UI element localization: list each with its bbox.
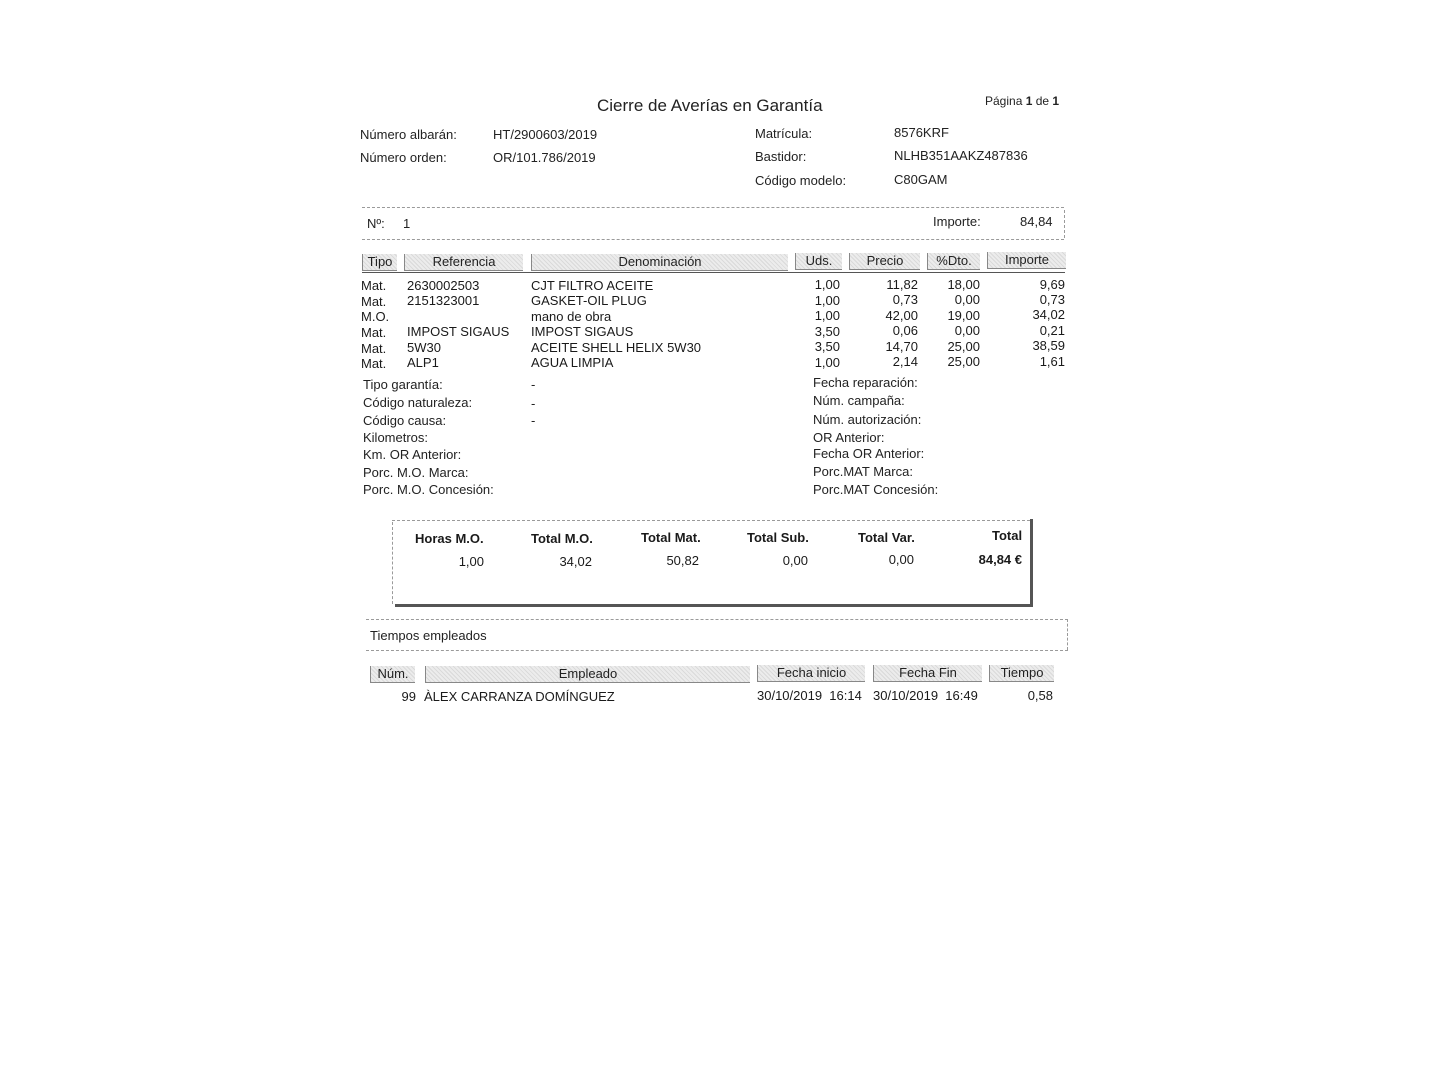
codigo-causa-label: Código causa: — [363, 413, 447, 428]
cell-dto: 25,00 — [947, 354, 980, 369]
cell-uds: 1,00 — [814, 293, 840, 308]
cell-dto: 0,00 — [954, 323, 980, 338]
page-indicator — [985, 94, 1059, 108]
orden-label: Número orden: — [360, 150, 447, 165]
cell-den: CJT FILTRO ACEITE — [531, 278, 654, 293]
cell-precio: 11,82 — [886, 277, 918, 292]
entry-num-label: Nº: — [367, 216, 385, 231]
times-cell-empleado: ÀLEX CARRANZA DOMÍNGUEZ — [424, 689, 615, 704]
cell-den: IMPOST SIGAUS — [531, 324, 634, 339]
cell-uds: 1,00 — [814, 355, 840, 370]
totals-box-left — [392, 522, 393, 604]
times-header-tiempo: Tiempo — [989, 665, 1054, 682]
albaran-label: Número albarán: — [360, 127, 457, 142]
items-header-rule — [362, 272, 1065, 273]
page-total: 1 — [1052, 94, 1060, 108]
cell-uds: 1,00 — [814, 277, 840, 292]
total-mat-label: Total Mat. — [641, 530, 701, 545]
cell-ref: 2630002503 — [407, 278, 480, 293]
items-header-dto: %Dto. — [927, 253, 980, 270]
albaran-value: HT/2900603/2019 — [493, 127, 598, 142]
cell-importe: 1,61 — [1039, 354, 1065, 369]
cell-den: GASKET-OIL PLUG — [531, 293, 647, 308]
cell-uds: 3,50 — [814, 339, 840, 354]
fecha-reparacion-label: Fecha reparación: — [813, 375, 918, 390]
cell-uds: 1,00 — [814, 308, 840, 323]
cell-den: mano de obra — [531, 309, 612, 324]
cell-importe: 34,02 — [1032, 307, 1065, 322]
times-box-bottom — [366, 650, 1068, 651]
bastidor-value: NLHB351AAKZ487836 — [894, 148, 1028, 163]
total-mo-value: 34,02 — [559, 554, 592, 569]
times-box-top — [366, 619, 1068, 620]
totals-box-right — [1030, 519, 1033, 606]
entry-box-top — [362, 207, 1064, 208]
times-header-fecha-fin: Fecha Fin — [873, 665, 982, 682]
cell-tipo: Mat. — [361, 356, 387, 371]
km-or-anterior-label: Km. OR Anterior: — [363, 447, 462, 462]
entry-box-bottom — [362, 239, 1064, 240]
entry-importe-value: 84,84 — [1020, 214, 1053, 229]
totals-box-bottom — [395, 604, 1033, 607]
total-sub-label: Total Sub. — [747, 530, 809, 545]
codigo-naturaleza-label: Código naturaleza: — [363, 395, 473, 410]
times-cell-fin: 30/10/2019 16:49 — [873, 688, 978, 703]
times-box-right — [1067, 619, 1068, 650]
cell-dto: 19,00 — [947, 308, 980, 323]
porc-mo-concesion-label: Porc. M.O. Concesión: — [363, 482, 494, 497]
cell-precio: 42,00 — [885, 308, 918, 323]
cell-precio: 0,73 — [892, 292, 918, 307]
total-sub-value: 0,00 — [782, 553, 808, 568]
page-prefix: Página — [985, 94, 1026, 108]
porc-mat-marca-label: Porc.MAT Marca: — [813, 464, 913, 479]
items-header-precio: Precio — [849, 253, 920, 270]
tipo-garantia-value: - — [531, 377, 536, 392]
total-value: 84,84 € — [978, 552, 1022, 567]
porc-mat-concesion-label: Porc.MAT Concesión: — [813, 482, 939, 497]
codigo-naturaleza-value: - — [531, 396, 536, 411]
modelo-label: Código modelo: — [755, 173, 847, 188]
cell-precio: 2,14 — [892, 354, 918, 369]
times-header-fecha-inicio: Fecha inicio — [757, 665, 865, 682]
horas-mo-label: Horas M.O. — [415, 531, 484, 546]
times-header-empleado: Empleado — [425, 666, 750, 683]
cell-precio: 14,70 — [885, 339, 918, 354]
or-anterior-label: OR Anterior: — [813, 430, 885, 445]
cell-uds: 3,50 — [814, 324, 840, 339]
cell-tipo: M.O. — [361, 309, 390, 324]
cell-ref: 5W30 — [407, 340, 441, 355]
times-cell-num: 99 — [401, 689, 416, 704]
cell-dto: 18,00 — [947, 277, 980, 292]
cell-importe: 38,59 — [1032, 338, 1065, 353]
times-section-title: Tiempos empleados — [370, 628, 487, 643]
cell-importe: 9,69 — [1039, 277, 1065, 292]
times-cell-inicio: 30/10/2019 16:14 — [757, 688, 862, 703]
porc-mo-marca-label: Porc. M.O. Marca: — [363, 465, 469, 480]
cell-importe: 0,21 — [1039, 323, 1065, 338]
entry-importe-label: Importe: — [933, 214, 981, 229]
cell-ref: IMPOST SIGAUS — [407, 324, 510, 339]
cell-den: AGUA LIMPIA — [531, 355, 614, 370]
tipo-garantia-label: Tipo garantía: — [363, 377, 443, 392]
entry-num-value: 1 — [403, 216, 411, 231]
entry-box-right — [1064, 210, 1065, 238]
document-title: Cierre de Averías en Garantía — [597, 96, 823, 115]
horas-mo-value: 1,00 — [458, 554, 484, 569]
totals-box-top — [392, 520, 1030, 521]
matricula-value: 8576KRF — [894, 125, 949, 140]
items-header-importe: Importe — [987, 252, 1066, 269]
cell-tipo: Mat. — [361, 325, 387, 340]
codigo-causa-value: - — [531, 413, 536, 428]
total-var-label: Total Var. — [858, 530, 915, 545]
cell-precio: 0,06 — [892, 323, 918, 338]
cell-tipo: Mat. — [361, 278, 387, 293]
cell-ref: ALP1 — [407, 355, 439, 370]
fecha-or-anterior-label: Fecha OR Anterior: — [813, 446, 925, 461]
page-current: 1 — [1025, 94, 1033, 108]
modelo-value: C80GAM — [894, 172, 948, 187]
times-header-num: Núm. — [370, 666, 415, 683]
num-campana-label: Núm. campaña: — [813, 393, 905, 408]
matricula-label: Matrícula: — [755, 126, 813, 141]
cell-dto: 25,00 — [947, 339, 980, 354]
page-sep: de — [1032, 94, 1053, 108]
items-header-referencia: Referencia — [404, 254, 523, 271]
total-var-value: 0,00 — [888, 552, 914, 567]
orden-value: OR/101.786/2019 — [493, 150, 596, 165]
times-cell-tiempo: 0,58 — [1027, 688, 1053, 703]
num-autorizacion-label: Núm. autorización: — [813, 412, 922, 427]
total-mo-label: Total M.O. — [531, 531, 593, 546]
cell-tipo: Mat. — [361, 341, 387, 356]
total-label: Total — [992, 528, 1023, 543]
bastidor-label: Bastidor: — [755, 149, 807, 164]
cell-dto: 0,00 — [954, 292, 980, 307]
cell-importe: 0,73 — [1039, 292, 1065, 307]
total-mat-value: 50,82 — [666, 553, 699, 568]
items-header-denominacion: Denominación — [531, 254, 788, 271]
kilometros-label: Kilometros: — [363, 430, 429, 445]
items-header-uds: Uds. — [795, 253, 842, 270]
cell-ref: 2151323001 — [407, 293, 480, 308]
cell-tipo: Mat. — [361, 294, 387, 309]
cell-den: ACEITE SHELL HELIX 5W30 — [531, 340, 702, 355]
items-header-tipo: Tipo — [362, 254, 397, 271]
